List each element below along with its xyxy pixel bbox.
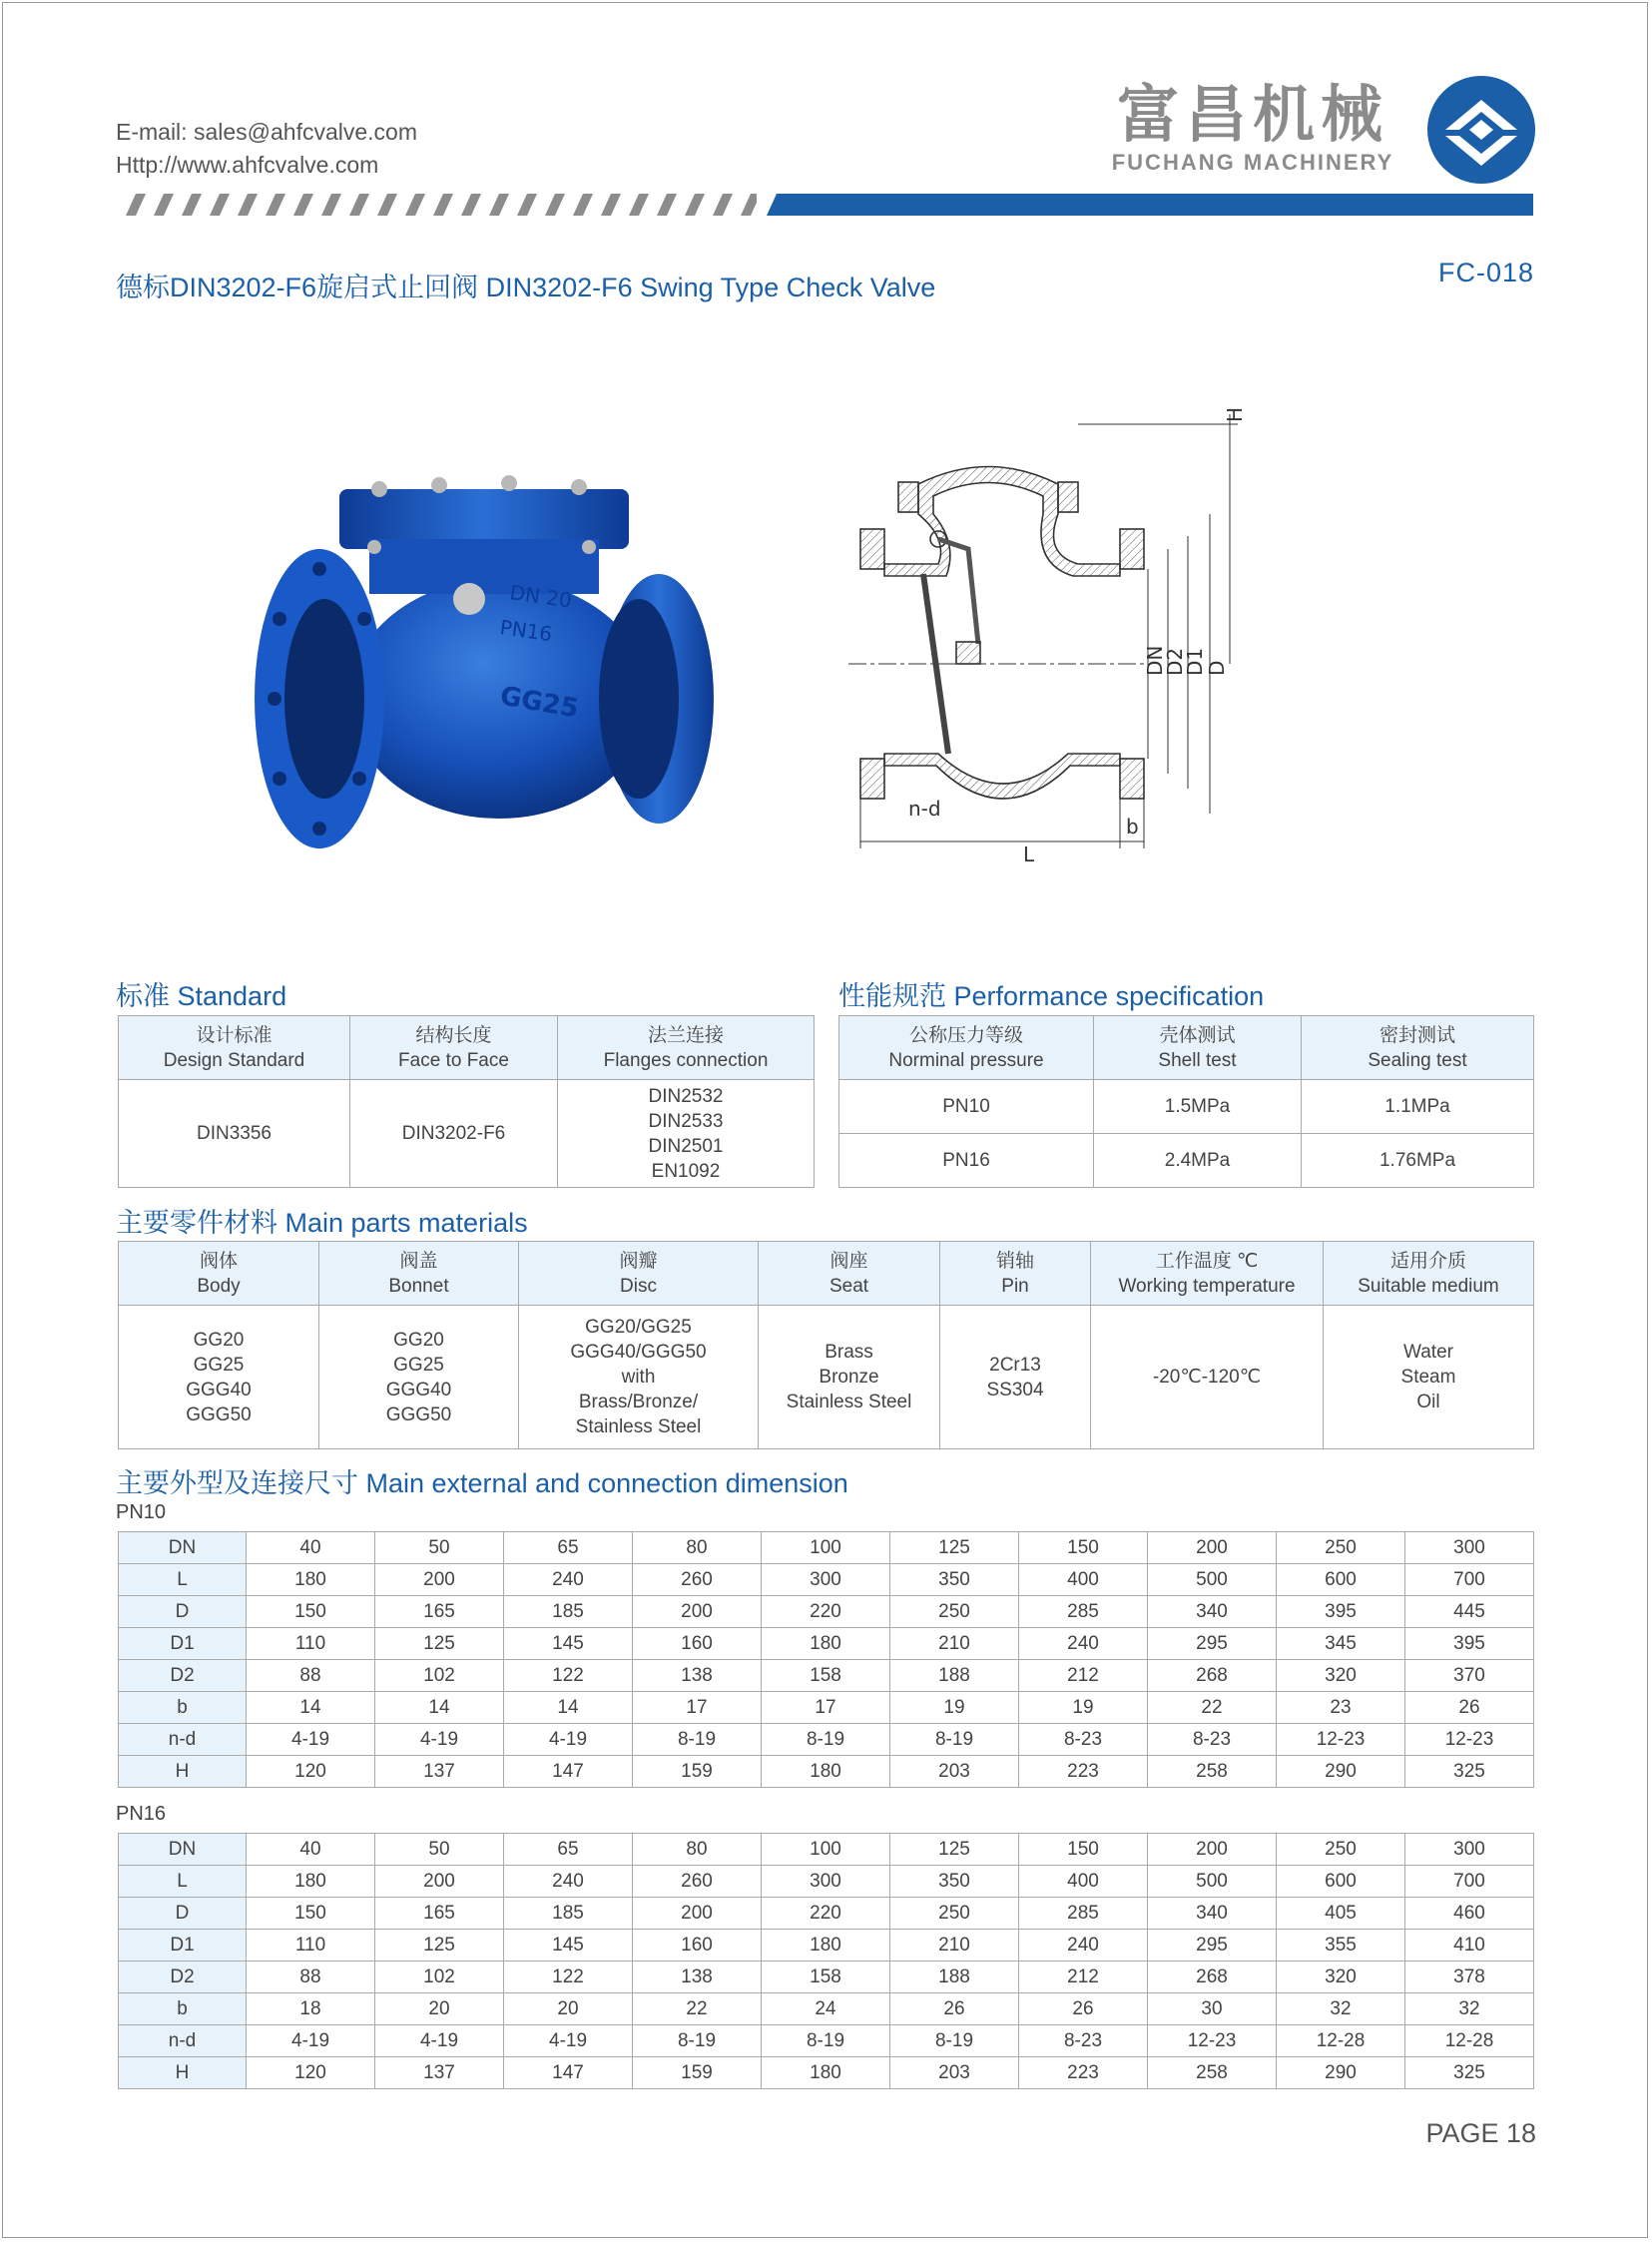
table-row — [119, 2057, 1534, 2089]
pn16-label: PN16 — [116, 1803, 167, 1825]
table-cell: 12-23 — [1148, 2025, 1277, 2057]
materials-medium-value: Water Steam Oil — [1324, 1306, 1534, 1449]
table-cell: 19 — [890, 1692, 1019, 1724]
table-row — [119, 1930, 1534, 1962]
table-cell: 405 — [1277, 1898, 1405, 1930]
header-stripe-divider — [118, 194, 1533, 216]
drawing-label-h: H — [1223, 406, 1247, 422]
table-cell: 212 — [1019, 1660, 1148, 1692]
table-cell: 295 — [1148, 1930, 1277, 1962]
materials-body-value: GG20 GG25 GGG40 GGG50 — [119, 1306, 319, 1449]
row-header-cell: D1 — [119, 1628, 247, 1660]
table-cell: 345 — [1277, 1628, 1405, 1660]
table-row — [119, 1834, 1534, 1866]
table-cell: 4-19 — [504, 1724, 633, 1756]
table-cell: 395 — [1405, 1628, 1534, 1660]
table-cell: 40 — [247, 1532, 375, 1564]
product-code: FC-018 — [1437, 258, 1534, 287]
performance-header-shell: 壳体测试 Shell test — [1094, 1016, 1302, 1080]
table-row — [119, 1564, 1534, 1596]
drawing-label-nd: n-d — [908, 797, 941, 821]
table-cell: 125 — [375, 1628, 504, 1660]
table-cell: 220 — [762, 1898, 890, 1930]
table-cell: 12-28 — [1405, 2025, 1534, 2057]
table-cell: 110 — [247, 1930, 375, 1962]
table-cell: 8-23 — [1019, 2025, 1148, 2057]
table-cell: 200 — [633, 1898, 762, 1930]
table-cell: 180 — [762, 1756, 890, 1788]
performance-shell-cell: 1.5MPa — [1094, 1080, 1302, 1134]
table-cell: 122 — [504, 1962, 633, 1993]
company-logo-icon — [1425, 74, 1537, 186]
table-cell: 30 — [1148, 1993, 1277, 2025]
table-cell: 410 — [1405, 1930, 1534, 1962]
dimensions-heading: 主要外型及连接尺寸 Main external and connection dimension — [116, 1468, 848, 1498]
logo-english-name: FUCHANG MACHINERY — [1111, 150, 1394, 175]
table-cell: 180 — [762, 2057, 890, 2089]
table-cell: 395 — [1277, 1596, 1405, 1628]
table-cell: 8-23 — [1019, 1724, 1148, 1756]
table-cell: 240 — [1019, 1930, 1148, 1962]
table-cell: 350 — [890, 1866, 1019, 1898]
table-cell: 8-19 — [762, 2025, 890, 2057]
table-cell: 325 — [1405, 2057, 1534, 2089]
standard-flanges-value: DIN2532 DIN2533 DIN2501 EN1092 — [558, 1080, 815, 1188]
performance-heading: 性能规范 Performance specification — [838, 981, 1265, 1011]
table-cell: 290 — [1277, 2057, 1405, 2089]
table-cell: 4-19 — [247, 1724, 375, 1756]
table-cell: 200 — [1148, 1834, 1277, 1866]
table-cell: 26 — [1019, 1993, 1148, 2025]
table-cell: 125 — [375, 1930, 504, 1962]
performance-row — [839, 1134, 1534, 1188]
table-cell: 250 — [890, 1898, 1019, 1930]
table-cell: 223 — [1019, 1756, 1148, 1788]
table-cell: 138 — [633, 1962, 762, 1993]
row-header-cell: H — [119, 2057, 247, 2089]
table-cell: 203 — [890, 1756, 1019, 1788]
materials-header-body: 阀体 Body — [119, 1242, 319, 1306]
performance-sealing-cell: 1.1MPa — [1302, 1080, 1534, 1134]
table-cell: 258 — [1148, 1756, 1277, 1788]
table-cell: 320 — [1277, 1962, 1405, 1993]
drawing-label-d2: D2 — [1163, 647, 1187, 676]
materials-header-seat: 阀座 Seat — [759, 1242, 940, 1306]
table-cell: 19 — [1019, 1692, 1148, 1724]
table-cell: 290 — [1277, 1756, 1405, 1788]
table-cell: 22 — [1148, 1692, 1277, 1724]
materials-disc-value: GG20/GG25 GGG40/GGG50 with Brass/Bronze/ Stainless Steel — [519, 1306, 759, 1449]
row-header-cell: D — [119, 1596, 247, 1628]
table-cell: 350 — [890, 1564, 1019, 1596]
table-cell: 88 — [247, 1962, 375, 1993]
table-cell: 150 — [247, 1596, 375, 1628]
table-cell: 4-19 — [375, 2025, 504, 2057]
row-header-cell: n-d — [119, 1724, 247, 1756]
standard-design-value: DIN3356 — [119, 1080, 350, 1188]
pn10-label: PN10 — [116, 1501, 167, 1523]
table-cell: 8-19 — [890, 1724, 1019, 1756]
table-cell: 500 — [1148, 1564, 1277, 1596]
materials-pin-value: 2Cr13 SS304 — [940, 1306, 1091, 1449]
pn16-dimension-table — [118, 1833, 1534, 2089]
materials-table — [118, 1241, 1534, 1449]
table-cell: 268 — [1148, 1962, 1277, 1993]
table-cell: 250 — [1277, 1834, 1405, 1866]
table-cell: 125 — [890, 1532, 1019, 1564]
table-cell: 258 — [1148, 2057, 1277, 2089]
table-cell: 200 — [633, 1596, 762, 1628]
table-cell: 240 — [504, 1866, 633, 1898]
table-cell: 300 — [1405, 1834, 1534, 1866]
table-cell: 260 — [633, 1866, 762, 1898]
drawing-label-b: b — [1126, 815, 1139, 839]
table-cell: 300 — [762, 1564, 890, 1596]
table-cell: 325 — [1405, 1756, 1534, 1788]
table-cell: 180 — [762, 1628, 890, 1660]
table-cell: 165 — [375, 1898, 504, 1930]
table-cell: 158 — [762, 1660, 890, 1692]
table-cell: 102 — [375, 1962, 504, 1993]
table-cell: 14 — [504, 1692, 633, 1724]
table-cell: 145 — [504, 1930, 633, 1962]
table-cell: 20 — [375, 1993, 504, 2025]
performance-shell-cell: 2.4MPa — [1094, 1134, 1302, 1188]
materials-header-medium: 适用介质 Suitable medium — [1324, 1242, 1534, 1306]
table-cell: 220 — [762, 1596, 890, 1628]
table-cell: 150 — [247, 1898, 375, 1930]
performance-row — [839, 1080, 1534, 1134]
table-cell: 65 — [504, 1834, 633, 1866]
table-row — [119, 1898, 1534, 1930]
table-cell: 300 — [762, 1866, 890, 1898]
table-cell: 159 — [633, 1756, 762, 1788]
row-header-cell: b — [119, 1993, 247, 2025]
table-row — [119, 1756, 1534, 1788]
table-cell: 17 — [762, 1692, 890, 1724]
table-cell: 203 — [890, 2057, 1019, 2089]
table-cell: 12-28 — [1277, 2025, 1405, 2057]
row-header-cell: H — [119, 1756, 247, 1788]
table-cell: 23 — [1277, 1692, 1405, 1724]
table-cell: 260 — [633, 1564, 762, 1596]
table-cell: 138 — [633, 1660, 762, 1692]
product-title: 德标DIN3202-F6旋启式止回阀 DIN3202-F6 Swing Type Check Valve — [116, 273, 936, 302]
table-cell: 378 — [1405, 1962, 1534, 1993]
performance-table — [838, 1015, 1534, 1188]
table-cell: 80 — [633, 1834, 762, 1866]
drawing-label-d: D — [1205, 660, 1229, 676]
standard-header-face: 结构长度 Face to Face — [350, 1016, 558, 1080]
table-cell: 500 — [1148, 1866, 1277, 1898]
table-cell: 24 — [762, 1993, 890, 2025]
table-row — [119, 1692, 1534, 1724]
table-cell: 125 — [890, 1834, 1019, 1866]
table-cell: 8-19 — [633, 2025, 762, 2057]
row-header-cell: L — [119, 1564, 247, 1596]
table-cell: 285 — [1019, 1596, 1148, 1628]
table-cell: 100 — [762, 1834, 890, 1866]
table-cell: 20 — [504, 1993, 633, 2025]
table-cell: 212 — [1019, 1962, 1148, 1993]
table-cell: 250 — [890, 1596, 1019, 1628]
table-cell: 188 — [890, 1962, 1019, 1993]
table-cell: 147 — [504, 1756, 633, 1788]
table-cell: 137 — [375, 1756, 504, 1788]
table-cell: 180 — [247, 1866, 375, 1898]
table-cell: 4-19 — [504, 2025, 633, 2057]
table-cell: 122 — [504, 1660, 633, 1692]
table-cell: 240 — [1019, 1628, 1148, 1660]
table-row — [119, 1866, 1534, 1898]
email-text: E-mail: sales@ahfcvalve.com — [116, 119, 417, 145]
standard-face-value: DIN3202-F6 — [350, 1080, 558, 1188]
table-cell: 88 — [247, 1660, 375, 1692]
photo-marking-material: GG25 — [497, 681, 581, 725]
table-cell: 120 — [247, 1756, 375, 1788]
table-cell: 145 — [504, 1628, 633, 1660]
materials-header-pin: 销轴 Pin — [940, 1242, 1091, 1306]
performance-header-sealing: 密封测试 Sealing test — [1302, 1016, 1534, 1080]
logo-chinese-name: 富昌机械 — [1116, 78, 1388, 151]
table-cell: 210 — [890, 1930, 1019, 1962]
performance-sealing-cell: 1.76MPa — [1302, 1134, 1534, 1188]
row-header-cell: L — [119, 1866, 247, 1898]
table-cell: 8-23 — [1148, 1724, 1277, 1756]
table-row — [119, 1993, 1534, 2025]
row-header-cell: b — [119, 1692, 247, 1724]
table-cell: 445 — [1405, 1596, 1534, 1628]
table-cell: 32 — [1405, 1993, 1534, 2025]
drawing-label-l: L — [1023, 842, 1035, 866]
table-cell: 8-19 — [890, 2025, 1019, 2057]
table-cell: 8-19 — [633, 1724, 762, 1756]
materials-header-disc: 阀瓣 Disc — [519, 1242, 759, 1306]
table-cell: 185 — [504, 1596, 633, 1628]
standard-heading: 标准 Standard — [116, 981, 287, 1011]
table-cell: 137 — [375, 2057, 504, 2089]
table-cell: 223 — [1019, 2057, 1148, 2089]
table-cell: 26 — [890, 1993, 1019, 2025]
table-cell: 158 — [762, 1962, 890, 1993]
table-cell: 150 — [1019, 1532, 1148, 1564]
table-cell: 50 — [375, 1834, 504, 1866]
page-number: PAGE 18 — [1425, 2118, 1536, 2148]
table-cell: 700 — [1405, 1564, 1534, 1596]
table-cell: 40 — [247, 1834, 375, 1866]
table-cell: 102 — [375, 1660, 504, 1692]
table-cell: 160 — [633, 1628, 762, 1660]
table-row — [119, 1532, 1534, 1564]
table-cell: 65 — [504, 1532, 633, 1564]
table-cell: 14 — [247, 1692, 375, 1724]
row-header-cell: n-d — [119, 2025, 247, 2057]
performance-pressure-cell: PN10 — [839, 1080, 1094, 1134]
table-cell: 370 — [1405, 1660, 1534, 1692]
table-cell: 180 — [762, 1930, 890, 1962]
row-header-cell: D — [119, 1898, 247, 1930]
table-cell: 4-19 — [247, 2025, 375, 2057]
row-header-cell: D1 — [119, 1930, 247, 1962]
table-cell: 160 — [633, 1930, 762, 1962]
table-row — [119, 1724, 1534, 1756]
table-cell: 285 — [1019, 1898, 1148, 1930]
table-cell: 460 — [1405, 1898, 1534, 1930]
table-cell: 150 — [1019, 1834, 1148, 1866]
table-cell: 600 — [1277, 1564, 1405, 1596]
standard-table — [118, 1015, 815, 1188]
table-cell: 26 — [1405, 1692, 1534, 1724]
performance-pressure-cell: PN16 — [839, 1134, 1094, 1188]
table-cell: 12-23 — [1277, 1724, 1405, 1756]
contact-info — [116, 116, 417, 182]
table-cell: 180 — [247, 1564, 375, 1596]
table-cell: 165 — [375, 1596, 504, 1628]
table-row — [119, 1628, 1534, 1660]
table-cell: 14 — [375, 1692, 504, 1724]
table-cell: 320 — [1277, 1660, 1405, 1692]
table-cell: 50 — [375, 1532, 504, 1564]
standard-header-flanges: 法兰连接 Flanges connection — [558, 1016, 815, 1080]
table-cell: 17 — [633, 1692, 762, 1724]
table-cell: 185 — [504, 1898, 633, 1930]
table-cell: 700 — [1405, 1866, 1534, 1898]
table-cell: 159 — [633, 2057, 762, 2089]
table-cell: 300 — [1405, 1532, 1534, 1564]
table-cell: 295 — [1148, 1628, 1277, 1660]
table-cell: 340 — [1148, 1898, 1277, 1930]
row-header-cell: D2 — [119, 1660, 247, 1692]
table-cell: 188 — [890, 1660, 1019, 1692]
table-cell: 355 — [1277, 1930, 1405, 1962]
valve-product-photo — [240, 449, 739, 868]
table-cell: 147 — [504, 2057, 633, 2089]
photo-marking-pn: PN16 — [498, 615, 554, 647]
table-cell: 32 — [1277, 1993, 1405, 2025]
materials-bonnet-value: GG20 GG25 GGG40 GGG50 — [319, 1306, 519, 1449]
table-cell: 12-23 — [1405, 1724, 1534, 1756]
table-cell: 240 — [504, 1564, 633, 1596]
table-cell: 100 — [762, 1532, 890, 1564]
table-cell: 200 — [375, 1564, 504, 1596]
table-cell: 80 — [633, 1532, 762, 1564]
table-cell: 600 — [1277, 1866, 1405, 1898]
pn10-dimension-table — [118, 1531, 1534, 1788]
company-logo-text — [1098, 80, 1407, 176]
table-cell: 250 — [1277, 1532, 1405, 1564]
drawing-label-dn: DN — [1143, 645, 1167, 676]
drawing-label-d1: D1 — [1183, 647, 1207, 676]
table-cell: 210 — [890, 1628, 1019, 1660]
table-cell: 340 — [1148, 1596, 1277, 1628]
valve-section-drawing — [838, 406, 1417, 873]
table-cell: 120 — [247, 2057, 375, 2089]
table-cell: 200 — [1148, 1532, 1277, 1564]
table-cell: 200 — [375, 1866, 504, 1898]
table-row — [119, 1660, 1534, 1692]
table-cell: 4-19 — [375, 1724, 504, 1756]
table-cell: 8-19 — [762, 1724, 890, 1756]
materials-header-bonnet: 阀盖 Bonnet — [319, 1242, 519, 1306]
row-header-cell: DN — [119, 1834, 247, 1866]
table-row — [119, 2025, 1534, 2057]
table-cell: 110 — [247, 1628, 375, 1660]
materials-temperature-value: -20℃-120℃ — [1091, 1306, 1324, 1449]
table-cell: 400 — [1019, 1866, 1148, 1898]
row-header-cell: DN — [119, 1532, 247, 1564]
standard-header-design: 设计标准 Design Standard — [119, 1016, 350, 1080]
materials-seat-value: Brass Bronze Stainless Steel — [759, 1306, 940, 1449]
table-cell: 268 — [1148, 1660, 1277, 1692]
table-row — [119, 1962, 1534, 1993]
row-header-cell: D2 — [119, 1962, 247, 1993]
performance-header-pressure: 公称压力等级 Norminal pressure — [839, 1016, 1094, 1080]
materials-header-temperature: 工作温度 ℃ Working temperature — [1091, 1242, 1324, 1306]
photo-marking-dn: DN 20 — [508, 580, 574, 613]
table-cell: 22 — [633, 1993, 762, 2025]
table-cell: 400 — [1019, 1564, 1148, 1596]
website-text: Http://www.ahfcvalve.com — [116, 152, 379, 178]
materials-heading: 主要零件材料 Main parts materials — [116, 1208, 528, 1238]
table-cell: 18 — [247, 1993, 375, 2025]
table-row — [119, 1596, 1534, 1628]
